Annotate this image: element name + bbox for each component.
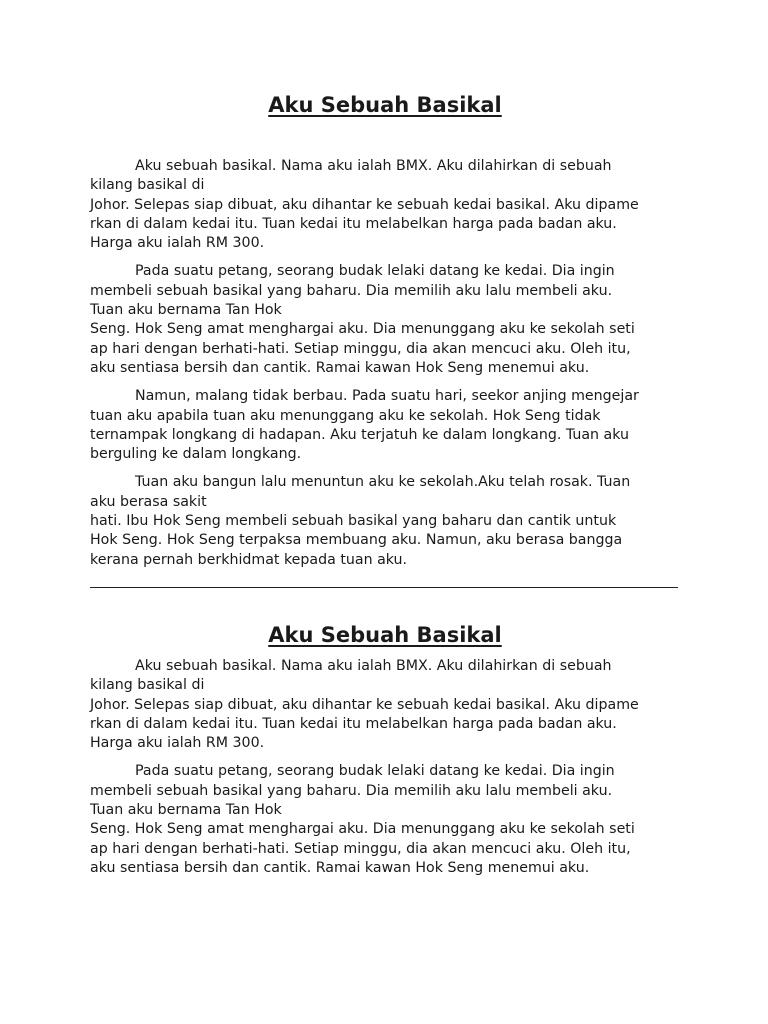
text-line: Hok Seng. Hok Seng terpaksa membuang aku. Namun, aku berasa bangga (90, 532, 623, 549)
text-line: Aku sebuah basikal. Nama aku ialah BMX. Aku dilahirkan di sebuah (135, 657, 612, 674)
text-line: Aku sebuah basikal. Nama aku ialah BMX. Aku dilahirkan di sebuah (135, 158, 612, 174)
text-line: Harga aku ialah RM 300. (90, 735, 265, 752)
text-line: aku berasa sakit (90, 493, 207, 510)
text-line: kerana pernah berkhidmat kepada tuan aku. (90, 551, 408, 568)
text-line: Namun, malang tidak berbau. Pada suatu hari, seekor anjing mengejar (135, 388, 639, 405)
paragraph-1 (90, 157, 680, 253)
text-line: Harga aku ialah RM 300. (90, 235, 265, 252)
text-line: berguling ke dalam longkang. (90, 446, 302, 463)
text-line: tuan aku apabila tuan aku menunggang aku ke sekolah. Hok Seng tidak (90, 407, 601, 424)
text-line: kilang basikal di (90, 677, 205, 694)
text-line: aku sentiasa bersih dan cantik. Ramai kawan Hok Seng menemui aku. (90, 859, 590, 876)
text-line: rkan di dalam kedai itu. Tuan kedai itu melabelkan harga pada badan aku. (90, 215, 617, 232)
paragraph-2 (90, 262, 680, 378)
paragraph-2-repeat (90, 762, 680, 878)
text-line: ternampak longkang di hadapan. Aku terjatuh ke dalam longkang. Tuan aku (90, 426, 630, 443)
document-page (90, 0, 680, 887)
essay-body-repeat (90, 657, 680, 878)
text-line: kilang basikal di (90, 177, 205, 194)
paragraph-1-repeat (90, 657, 680, 753)
essay-title: Aku Sebuah Basikal (268, 93, 502, 117)
text-line: ap hari dengan berhati-hati. Setiap minggu, dia akan mencuci aku. Oleh itu, (90, 840, 631, 857)
text-line: Tuan aku bangun lalu menuntun aku ke sekolah.Aku telah rosak. Tuan (135, 474, 631, 491)
text-line: Johor. Selepas siap dibuat, aku dihantar ke sebuah kedai basikal. Aku dipame (90, 196, 639, 213)
text-line: Tuan aku bernama Tan Hok (90, 802, 282, 819)
text-line: rkan di dalam kedai itu. Tuan kedai itu melabelkan harga pada badan aku. (90, 715, 617, 732)
text-line: Seng. Hok Seng amat menghargai aku. Dia menunggang aku ke sekolah seti (90, 821, 635, 838)
text-line: hati. Ibu Hok Seng membeli sebuah basikal yang baharu dan cantik untuk (90, 513, 617, 530)
text-line: Johor. Selepas siap dibuat, aku dihantar ke sebuah kedai basikal. Aku dipame (90, 696, 639, 713)
paragraph-4 (90, 473, 680, 569)
text-line: ap hari dengan berhati-hati. Setiap minggu, dia akan mencuci aku. Oleh itu, (90, 340, 631, 357)
text-line: membeli sebuah basikal yang baharu. Dia memilih aku lalu membeli aku. (90, 282, 613, 299)
text-line: Pada suatu petang, seorang budak lelaki datang ke kedai. Dia ingin (135, 763, 615, 780)
text-line: Tuan aku bernama Tan Hok (90, 302, 282, 319)
separator-line (90, 587, 678, 589)
essay-title-repeat: Aku Sebuah Basikal (268, 622, 502, 647)
essay-body (90, 157, 680, 570)
text-line: Pada suatu petang, seorang budak lelaki datang ke kedai. Dia ingin (135, 263, 615, 280)
text-line: Seng. Hok Seng amat menghargai aku. Dia menunggang aku ke sekolah seti (90, 321, 635, 338)
paragraph-3 (90, 387, 680, 464)
text-line: membeli sebuah basikal yang baharu. Dia memilih aku lalu membeli aku. (90, 782, 613, 799)
text-line: aku sentiasa bersih dan cantik. Ramai kawan Hok Seng menemui aku. (90, 359, 590, 376)
